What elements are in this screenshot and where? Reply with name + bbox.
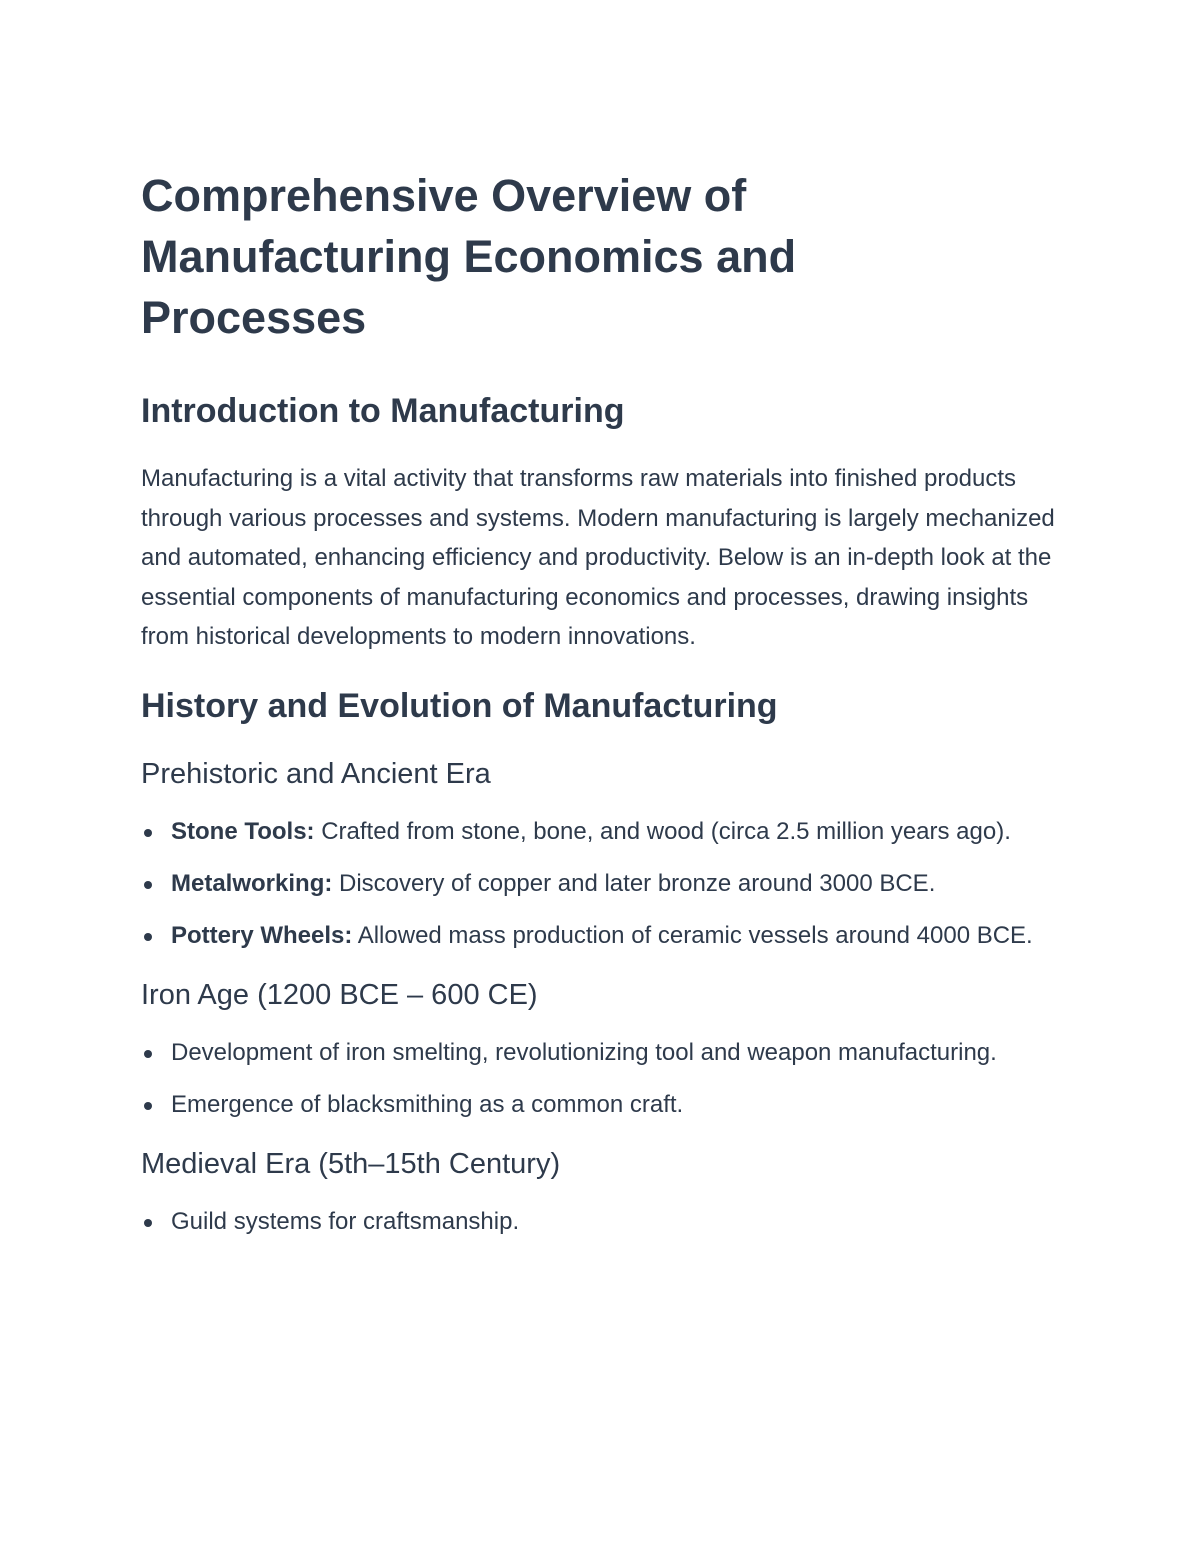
history-heading: History and Evolution of Manufacturing — [141, 686, 778, 725]
intro-paragraph: Manufacturing is a vital activity that transforms raw materials into finished products through various processes and systems. Modern manufacturing is largely mechanized and automated, enhancing efficiency and productivity. Below is an in-depth look at the essential components of manufacturing economics and processes, drawing insights from historical developments to modern innovations. — [141, 465, 1055, 651]
list-item: Guild systems for craftsmanship. — [141, 1202, 1061, 1242]
iron-age-heading: Iron Age (1200 BCE – 600 CE) — [141, 978, 538, 1011]
medieval-heading: Medieval Era (5th–15th Century) — [141, 1147, 561, 1180]
list-item-term: Metalworking: — [171, 869, 333, 897]
prehistoric-list — [141, 812, 1061, 956]
list-item — [141, 916, 1061, 956]
intro-heading: Introduction to Manufacturing — [141, 392, 625, 430]
list-item: Emergence of blacksmithing as a common craft. — [141, 1085, 1061, 1125]
list-item-term: Stone Tools: — [171, 817, 315, 845]
document-page — [141, 165, 1061, 1254]
prehistoric-heading: Prehistoric and Ancient Era — [141, 757, 491, 790]
list-item: Development of iron smelting, revolutionizing tool and weapon manufacturing. — [141, 1033, 1061, 1073]
document-title: Comprehensive Overview of Manufacturing Economics and Processes — [141, 170, 797, 343]
list-item-text: Discovery of copper and later bronze around 3000 BCE. — [332, 869, 936, 897]
list-item — [141, 812, 1061, 852]
list-item — [141, 864, 1061, 904]
iron-age-list — [141, 1033, 1061, 1125]
list-item-text: Allowed mass production of ceramic vessels around 4000 BCE. — [352, 921, 1033, 949]
list-item-text: Crafted from stone, bone, and wood (circa 2.5 million years ago). — [314, 817, 1011, 845]
medieval-list — [141, 1202, 1061, 1242]
list-item-term: Pottery Wheels: — [171, 921, 353, 949]
